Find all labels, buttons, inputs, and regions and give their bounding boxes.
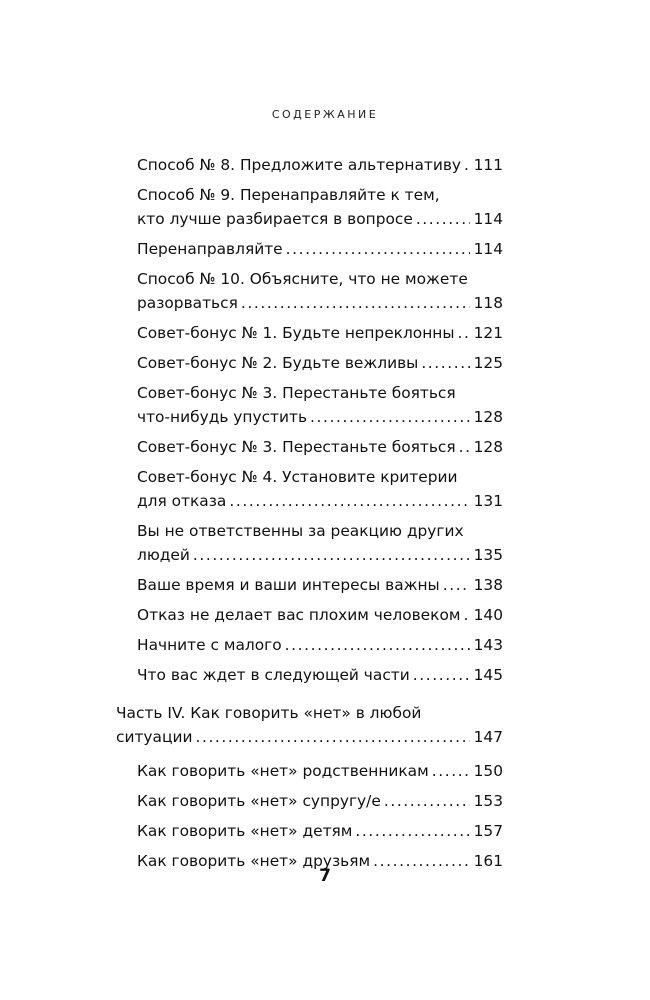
- dot-leader: [286, 237, 470, 261]
- toc-entry-title: Перенаправляйте: [137, 240, 283, 258]
- toc-page-number: 135: [473, 546, 503, 564]
- dot-leader: [193, 543, 470, 567]
- dot-leader: [421, 351, 469, 375]
- toc-entry: [137, 381, 503, 429]
- toc-entry-title: для отказа: [137, 492, 227, 510]
- toc-page-number: 140: [473, 606, 503, 624]
- toc-entry-title: разорваться: [137, 294, 238, 312]
- toc-entry-title: Как говорить «нет» друзьям: [137, 852, 371, 870]
- dot-leader: [443, 573, 470, 597]
- toc-entry-row: [137, 321, 503, 345]
- toc-entry-row: [137, 351, 503, 375]
- dot-leader: [432, 759, 470, 783]
- toc-page-number: 131: [473, 492, 503, 510]
- toc-page-number: 121: [473, 324, 503, 342]
- toc-entry: [137, 153, 503, 177]
- toc-entry-row: [116, 725, 503, 749]
- toc-entry-title: Совет-бонус № 1. Будьте непреклонны: [137, 324, 455, 342]
- toc-entry-row: [137, 435, 503, 459]
- toc-entry-title: Как говорить «нет» супругу/е: [137, 792, 381, 810]
- toc-entry-title-line: Способ № 9. Перенаправляйте к тем,: [137, 186, 440, 204]
- toc-entry-title: ситуации: [116, 728, 193, 746]
- toc-entry-title: Что вас ждет в следующей части: [137, 666, 410, 684]
- toc-page-number: 111: [473, 156, 503, 174]
- toc-entry-row: [137, 633, 503, 657]
- toc-page-number: 150: [473, 762, 503, 780]
- toc-entry: [137, 267, 503, 315]
- toc-page-number: 118: [473, 294, 503, 312]
- toc-page-number: 145: [473, 666, 503, 684]
- dot-leader: [310, 405, 470, 429]
- toc-entry-title-line: Совет-бонус № 4. Установите критерии: [137, 468, 458, 486]
- toc-entry-title-line: Вы не ответственны за реакцию других: [137, 522, 464, 540]
- toc-entry: [137, 819, 503, 843]
- toc-entry-row: [137, 819, 503, 843]
- dot-leader: [355, 819, 469, 843]
- dot-leader: [463, 603, 469, 627]
- toc-entry-title: кто лучше разбирается в вопросе: [137, 210, 413, 228]
- toc-page-number: 125: [473, 354, 503, 372]
- toc-entry-row: [137, 663, 503, 687]
- toc-entry: [137, 519, 503, 567]
- toc-entry: [137, 573, 503, 597]
- dot-leader: [413, 663, 470, 687]
- dot-leader: [416, 207, 470, 231]
- toc-page-number: 128: [473, 408, 503, 426]
- toc-entry-row: [137, 153, 503, 177]
- toc-entry-row: [137, 207, 503, 231]
- toc-entry: [137, 759, 503, 783]
- toc-page-number: 114: [473, 210, 503, 228]
- toc-page-number: 114: [473, 240, 503, 258]
- toc-entry-title: Начните с малого: [137, 636, 282, 654]
- toc-entry-title: Отказ не делает вас плохим человеком: [137, 606, 461, 624]
- toc-page-number: 157: [473, 822, 503, 840]
- toc-entry: [137, 603, 503, 627]
- toc-entry-row: [137, 573, 503, 597]
- dot-leader: [459, 435, 470, 459]
- dot-leader: [384, 789, 470, 813]
- toc-entry: [137, 465, 503, 513]
- dot-leader: [195, 725, 469, 749]
- toc-entry-title: Ваше время и ваши интересы важны: [137, 576, 440, 594]
- toc-page-number: 128: [473, 438, 503, 456]
- toc-entry-row: [137, 543, 503, 567]
- page-title: СОДЕРЖАНИЕ: [271, 108, 379, 121]
- toc-entry-title-line: Совет-бонус № 3. Перестаньте бояться: [137, 384, 456, 402]
- page-number: 7: [319, 866, 331, 886]
- toc-entry: [137, 183, 503, 231]
- toc-entry-row: [137, 603, 503, 627]
- toc-page-number: 143: [473, 636, 503, 654]
- toc-entry: [137, 321, 503, 345]
- toc-entry-title: Совет-бонус № 2. Будьте вежливы: [137, 354, 419, 372]
- toc-part-entry: [116, 701, 503, 749]
- toc-entry-row: [137, 237, 503, 261]
- toc-entry-title-line: Способ № 10. Объясните, что не можете: [137, 270, 468, 288]
- dot-leader: [241, 291, 470, 315]
- dot-leader: [464, 153, 470, 177]
- toc-entry: [137, 789, 503, 813]
- toc-entry-title-line: Часть IV. Как говорить «нет» в любой: [116, 704, 422, 722]
- dot-leader: [285, 633, 470, 657]
- toc-entry-title: Как говорить «нет» родственникам: [137, 762, 429, 780]
- table-of-contents: [0, 153, 650, 873]
- toc-entry-row: [137, 759, 503, 783]
- toc-entry-title: Совет-бонус № 3. Перестаньте бояться: [137, 438, 456, 456]
- toc-entry-row: [137, 489, 503, 513]
- toc-entry-row: [137, 789, 503, 813]
- toc-entry-title: Способ № 8. Предложите альтернативу: [137, 156, 462, 174]
- toc-page-number: 138: [473, 576, 503, 594]
- toc-page-number: 147: [473, 728, 503, 746]
- toc-entry: [137, 663, 503, 687]
- toc-page-number: 161: [473, 852, 503, 870]
- toc-entry: [137, 351, 503, 375]
- toc-entry: [137, 633, 503, 657]
- toc-entry-title: людей: [137, 546, 190, 564]
- toc-entry-row: [137, 405, 503, 429]
- toc-entry: [137, 435, 503, 459]
- toc-entry-title: что-нибудь упустить: [137, 408, 308, 426]
- toc-entry-row: [137, 291, 503, 315]
- toc-entry: [137, 237, 503, 261]
- dot-leader: [229, 489, 469, 513]
- toc-entry-title: Как говорить «нет» детям: [137, 822, 353, 840]
- toc-page-number: 153: [473, 792, 503, 810]
- dot-leader: [458, 321, 470, 345]
